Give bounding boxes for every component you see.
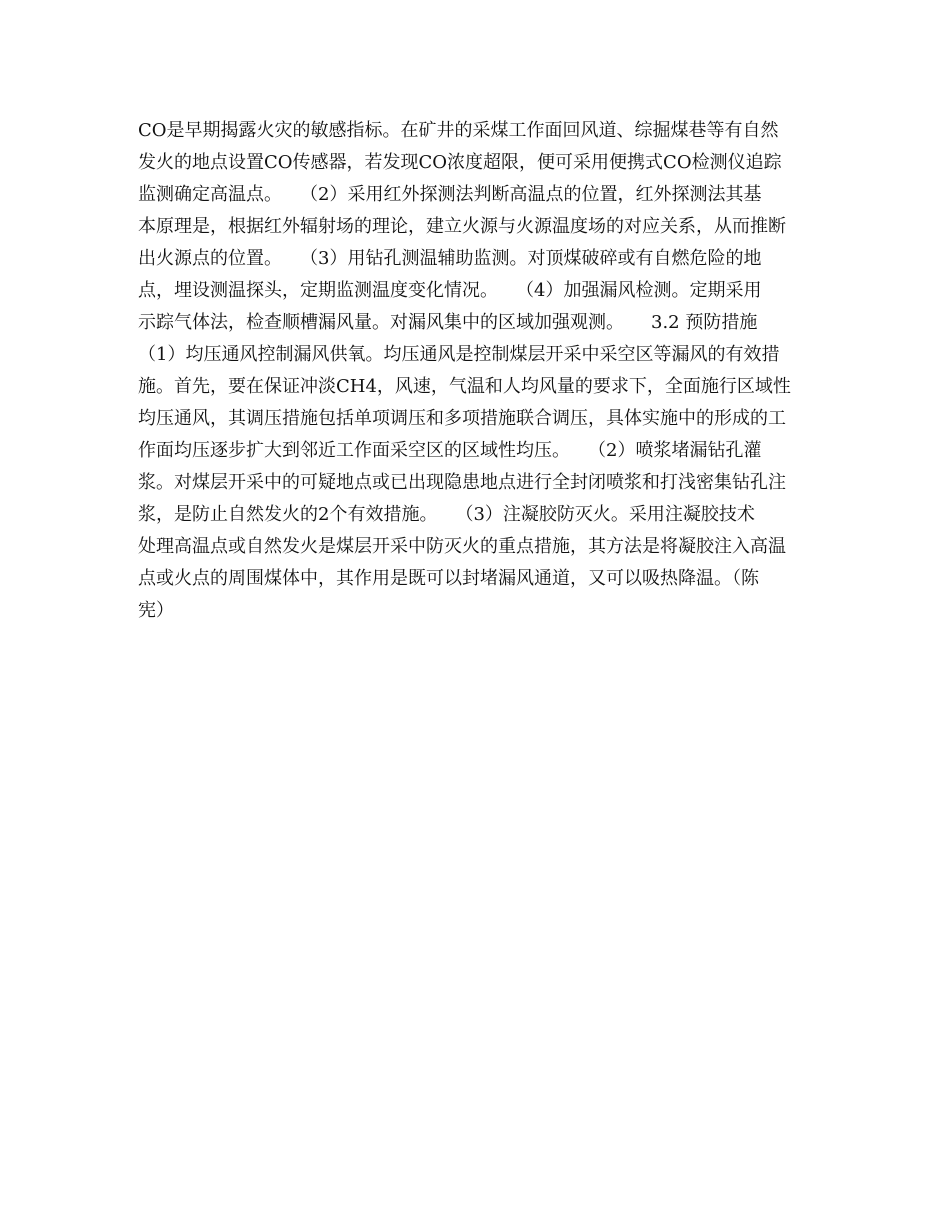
- text-line: 宪）: [138, 600, 174, 621]
- text-line: （1）均压通风控制漏风供氧。均压通风是控制煤层开采中采空区等漏风的有效措: [138, 344, 780, 365]
- text-line: 出火源点的位置。 （3）用钻孔测温辅助监测。对顶煤破碎或有自燃危险的地: [138, 248, 762, 269]
- text-line: 点，埋设测温探头，定期监测温度变化情况。 （4）加强漏风检测。定期采用: [138, 280, 762, 301]
- text-line: 本原理是，根据红外辐射场的理论，建立火源与火源温度场的对应关系，从而推断: [138, 216, 786, 237]
- text-line: 作面均压逐步扩大到邻近工作面采空区的区域性均压。 （2）喷浆堵漏钻孔灌: [138, 440, 762, 461]
- text-line: 浆，是防止自然发火的2个有效措施。 （3）注凝胶防灭火。采用注凝胶技术: [138, 504, 755, 525]
- text-line: 均压通风，其调压措施包括单项调压和多项措施联合调压，具体实施中的形成的工: [138, 408, 786, 429]
- body-text: [138, 115, 814, 627]
- text-line: 施。首先，要在保证冲淡CH4，风速，气温和人均风量的要求下，全面施行区域性: [138, 376, 791, 397]
- text-line: 示踪气体法，检查顺槽漏风量。对漏风集中的区域加强观测。 3.2 预防措施: [138, 312, 758, 333]
- text-line: 发火的地点设置CO传感器，若发现CO浓度超限，便可采用便携式CO检测仪追踪: [138, 152, 782, 173]
- text-line: CO是早期揭露火灾的敏感指标。在矿井的采煤工作面回风道、综掘煤巷等有自然: [138, 120, 779, 141]
- text-line: 点或火点的周围煤体中，其作用是既可以封堵漏风通道，又可以吸热降温。（陈: [138, 568, 759, 589]
- text-line: 浆。对煤层开采中的可疑地点或已出现隐患地点进行全封闭喷浆和打浅密集钻孔注: [138, 472, 786, 493]
- text-line: 处理高温点或自然发火是煤层开采中防灭火的重点措施，其方法是将凝胶注入高温: [138, 536, 786, 557]
- text-line: 监测确定高温点。 （2）采用红外探测法判断高温点的位置，红外探测法其基: [138, 184, 762, 205]
